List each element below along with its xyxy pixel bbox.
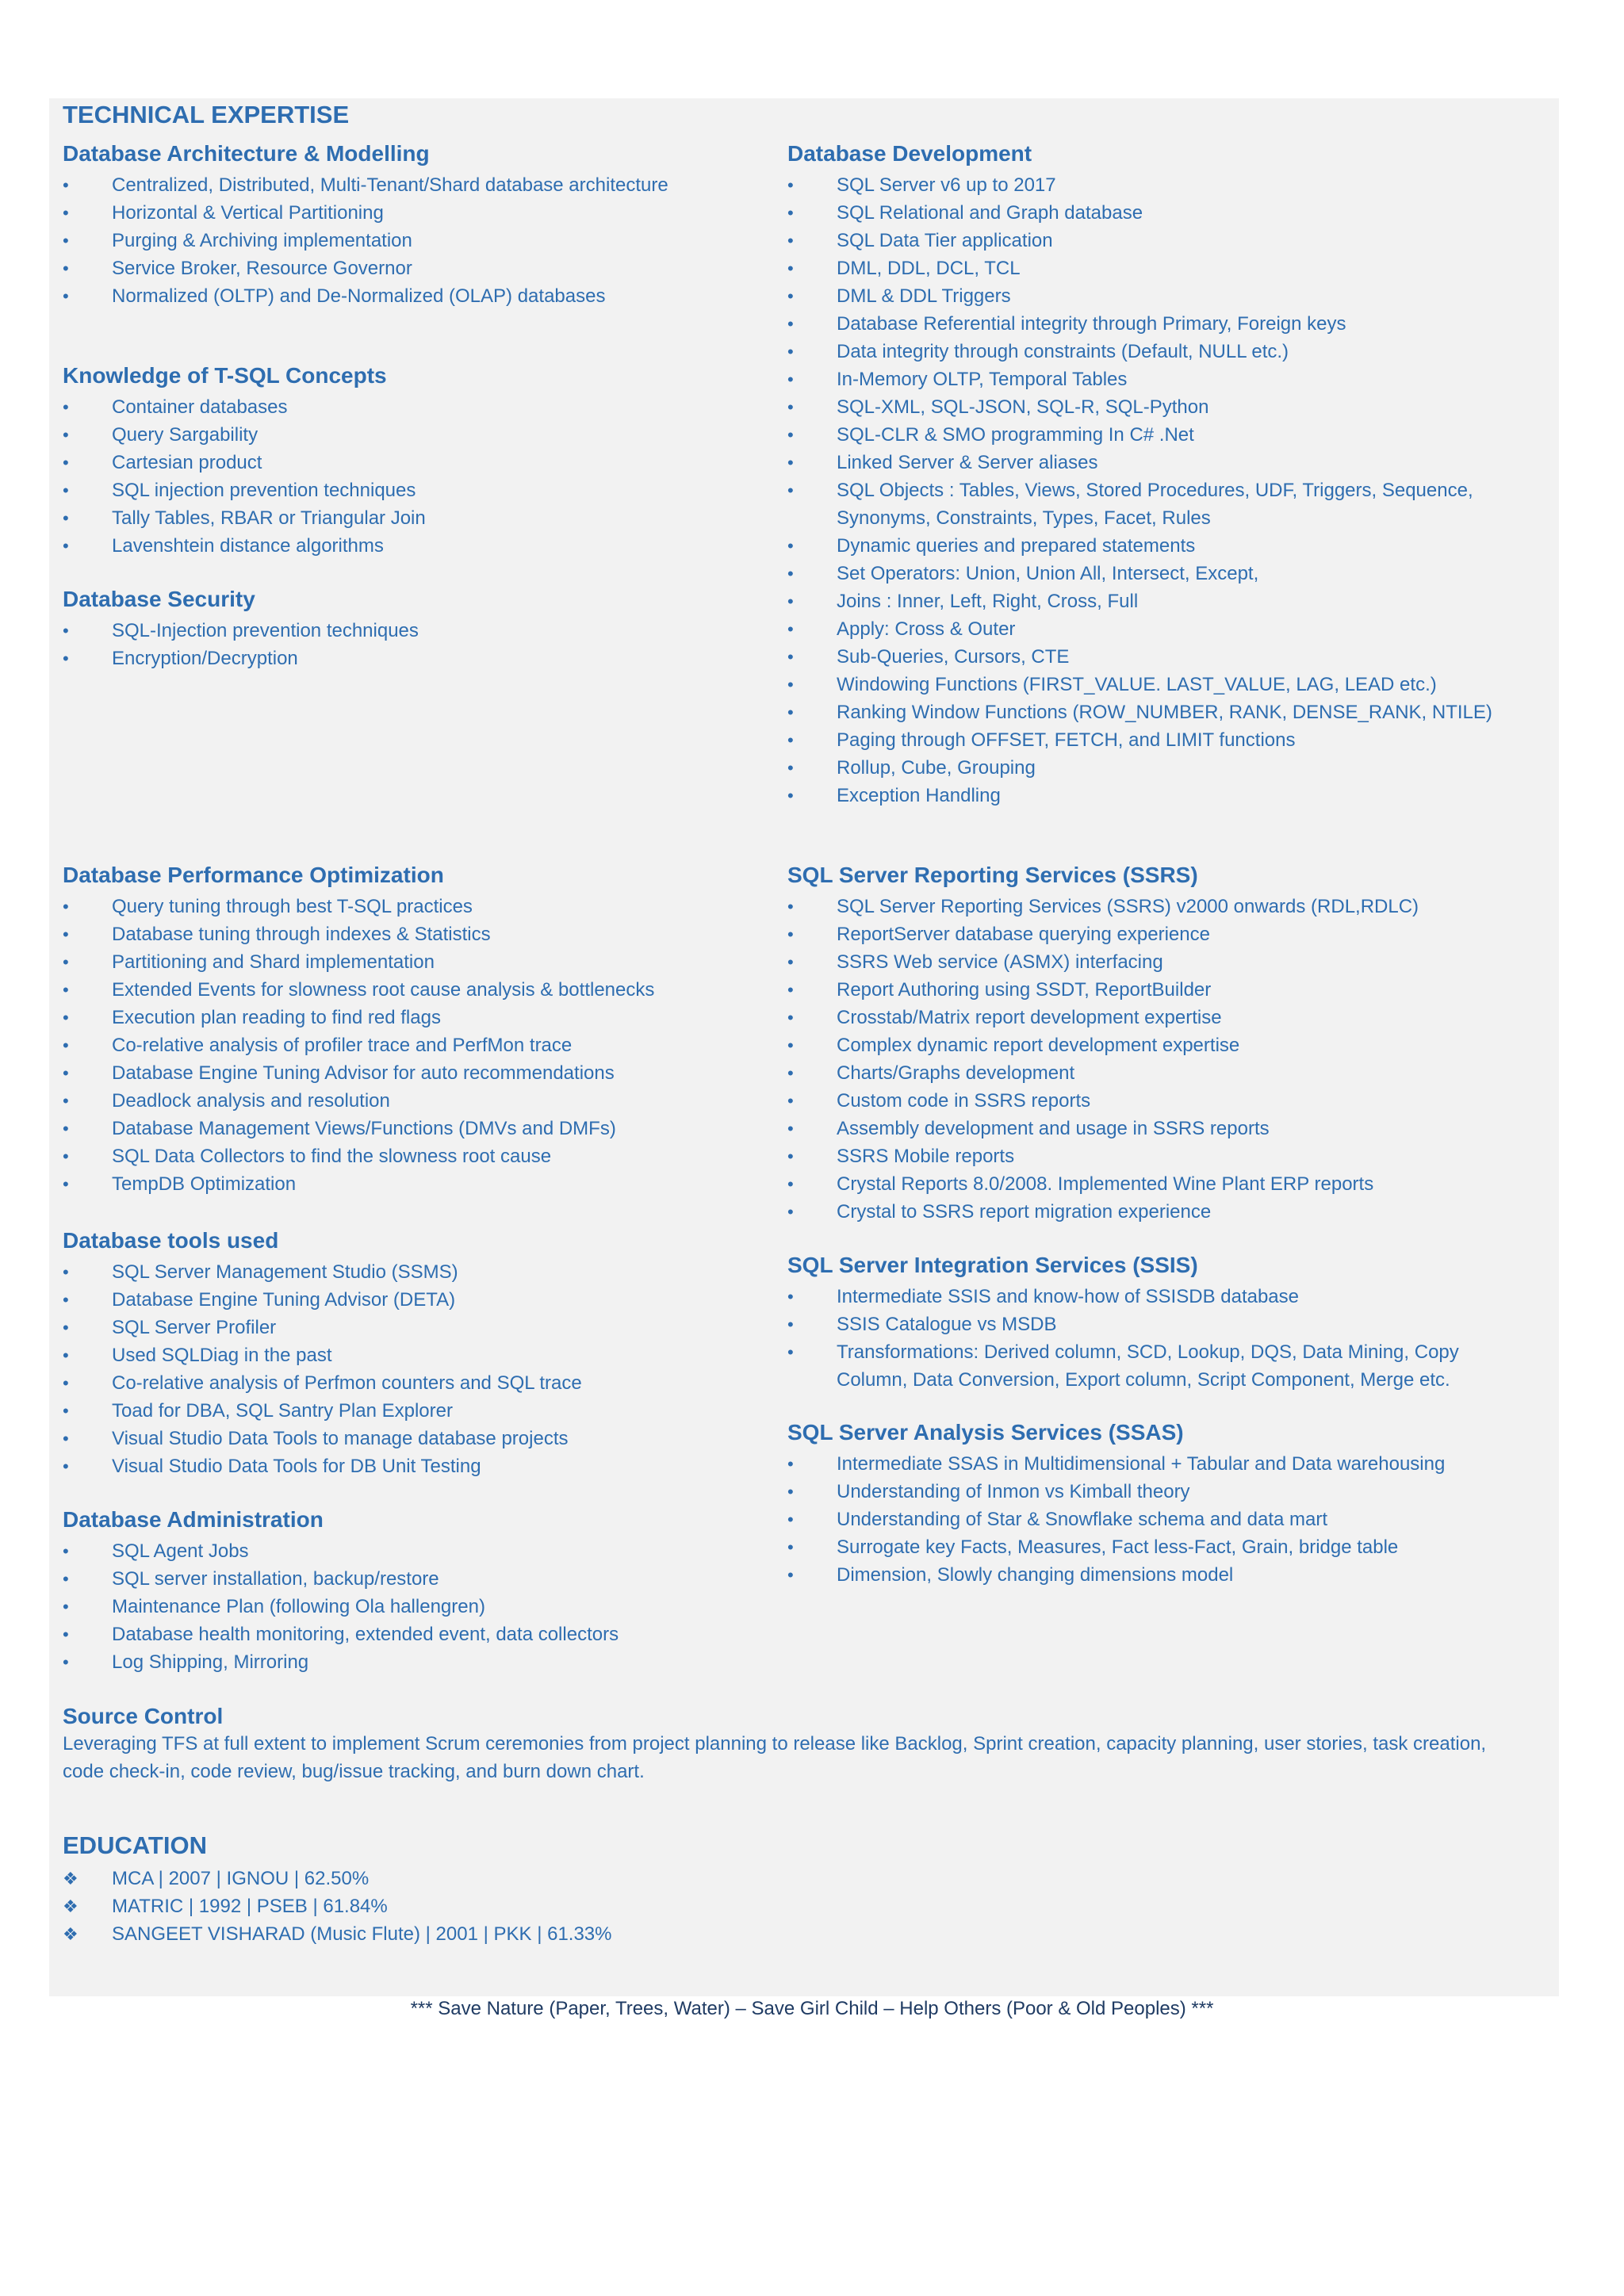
list-item — [63, 1865, 760, 1892]
list-item — [787, 1004, 1525, 1031]
section-ssis — [787, 1251, 1525, 1394]
bullet-icon: • — [787, 314, 794, 334]
bullet-icon: • — [63, 649, 69, 668]
bullet-icon: • — [787, 536, 794, 556]
list-item-text: Database Engine Tuning Advisor (DETA) — [112, 1289, 456, 1311]
source-control-text: Leveraging TFS at full extent to implement Scrum ceremonies from project planning to release like Backlog, Sprint creation, capacity planning, user stories, task creation, code check-in, code review, bug/issue tracking, and burn down chart. — [63, 1733, 1487, 1782]
list-item-text: DML & DDL Triggers — [837, 285, 1011, 307]
bullet-icon: • — [787, 1008, 794, 1027]
list-item-text: Horizontal & Vertical Partitioning — [112, 202, 384, 224]
list-item — [63, 532, 760, 560]
item-list — [787, 171, 1525, 809]
section-title: Source Control — [63, 1704, 224, 1728]
list-item-text: Database health monitoring, extended event, data collectors — [112, 1624, 619, 1645]
list-item-text: SSRS Web service (ASMX) interfacing — [837, 951, 1163, 973]
list-item — [787, 1059, 1525, 1087]
section-security — [63, 585, 760, 672]
section-title: Database Performance Optimization — [63, 863, 444, 887]
bullet-icon: • — [787, 342, 794, 362]
list-item-text: Centralized, Distributed, Multi-Tenant/Shard database architecture — [112, 174, 668, 196]
list-item-text: Joins : Inner, Left, Right, Cross, Full — [837, 591, 1139, 612]
bullet-icon: • — [63, 1119, 69, 1138]
list-item-text: In-Memory OLTP, Temporal Tables — [837, 369, 1128, 390]
list-item-text: SQL Server Management Studio (SSMS) — [112, 1261, 458, 1283]
list-item-text: Database Referential integrity through Primary, Foreign keys — [837, 313, 1346, 335]
list-item — [63, 976, 760, 1004]
section-ssas — [787, 1418, 1525, 1589]
list-item — [787, 1533, 1525, 1561]
section-tools — [63, 1226, 760, 1480]
list-item — [787, 421, 1525, 449]
section-title: Database Architecture & Modelling — [63, 141, 430, 166]
bullet-icon: • — [787, 1342, 794, 1362]
section-tsql — [63, 362, 760, 560]
list-item — [63, 254, 760, 282]
list-item-text: SQL Agent Jobs — [112, 1540, 249, 1562]
list-item — [63, 1142, 760, 1170]
list-item — [63, 282, 760, 310]
bullet-icon: • — [787, 258, 794, 278]
list-item-text: Paging through OFFSET, FETCH, and LIMIT functions — [837, 729, 1296, 751]
list-item-text: Dimension, Slowly changing dimensions model — [837, 1564, 1234, 1586]
list-item-text: Ranking Window Functions (ROW_NUMBER, RANK, DENSE_RANK, NTILE) — [837, 702, 1492, 723]
list-item-text: Crystal Reports 8.0/2008. Implemented Wine Plant ERP reports — [837, 1173, 1374, 1195]
list-item-text: Intermediate SSIS and know-how of SSISDB database — [837, 1286, 1299, 1307]
list-item — [787, 1311, 1525, 1338]
list-item — [787, 1198, 1525, 1226]
list-item-text: Crystal to SSRS report migration experience — [837, 1201, 1212, 1223]
bullet-icon: • — [787, 1119, 794, 1138]
bullet-icon: • — [63, 621, 69, 641]
bullet-icon: • — [787, 1091, 794, 1111]
bullet-icon: • — [787, 1035, 794, 1055]
list-item — [787, 698, 1525, 726]
bullet-icon: • — [63, 1597, 69, 1617]
list-item-text: Purging & Archiving implementation — [112, 230, 412, 251]
bullet-icon: • — [63, 231, 69, 251]
list-item-text: Complex dynamic report development expertise — [837, 1035, 1240, 1056]
list-item-text: SQL server installation, backup/restore — [112, 1568, 439, 1590]
item-list — [787, 1283, 1525, 1394]
list-item-text: ReportServer database querying experience — [837, 924, 1210, 945]
list-item — [787, 310, 1525, 338]
bullet-icon: • — [63, 453, 69, 473]
list-item — [63, 1341, 760, 1369]
bullet-icon: • — [63, 1456, 69, 1476]
list-item — [787, 1115, 1525, 1142]
list-item — [63, 1004, 760, 1031]
list-item-text: Apply: Cross & Outer — [837, 618, 1016, 640]
bullet-icon: • — [63, 1063, 69, 1083]
list-item-text: Exception Handling — [837, 785, 1001, 806]
list-item — [787, 227, 1525, 254]
list-item-text: Co-relative analysis of Perfmon counters and SQL trace — [112, 1372, 582, 1394]
list-item — [787, 532, 1525, 560]
bullet-icon: • — [787, 619, 794, 639]
list-item-text: Tally Tables, RBAR or Triangular Join — [112, 507, 426, 529]
list-item — [63, 1286, 760, 1314]
section-title: Database Administration — [63, 1507, 324, 1532]
item-list — [787, 1450, 1525, 1589]
list-item — [787, 476, 1525, 532]
footer-motto: *** Save Nature (Paper, Trees, Water) – Save Girl Child – Help Others (Poor & Old Peoples) *** — [410, 1998, 1214, 2019]
diamond-bullet-icon: ❖ — [63, 1869, 79, 1888]
bullet-icon: • — [63, 425, 69, 445]
list-item — [63, 1258, 760, 1286]
list-item — [63, 1565, 760, 1593]
list-item — [63, 1537, 760, 1565]
bullet-icon: • — [787, 175, 794, 195]
list-item — [787, 1506, 1525, 1533]
list-item-text: Understanding of Inmon vs Kimball theory — [837, 1481, 1190, 1502]
list-item-text: Transformations: Derived column, SCD, Lookup, DQS, Data Mining, Copy Column, Data Conversion, Export column, Script Component, Merge etc. — [837, 1341, 1459, 1391]
list-item-text: SQL Objects : Tables, Views, Stored Procedures, UDF, Triggers, Sequence, Synonyms, Constraints, Types, Facet, Rules — [837, 480, 1473, 529]
section-education — [63, 1828, 760, 1948]
list-item-text: Linked Server & Server aliases — [837, 452, 1098, 473]
list-item — [63, 1170, 760, 1198]
list-item — [787, 1087, 1525, 1115]
list-item — [63, 893, 760, 920]
list-item — [63, 1920, 760, 1948]
bullet-icon: • — [787, 1063, 794, 1083]
bullet-icon: • — [787, 564, 794, 584]
bullet-icon: • — [787, 647, 794, 667]
bullet-icon: • — [787, 675, 794, 695]
list-item — [787, 893, 1525, 920]
list-item — [787, 948, 1525, 976]
list-item-text: Understanding of Star & Snowflake schema and data mart — [837, 1509, 1328, 1530]
bullet-icon: • — [787, 702, 794, 722]
bullet-icon: • — [787, 1537, 794, 1557]
list-item-text: Execution plan reading to find red flags — [112, 1007, 441, 1028]
item-list — [787, 893, 1525, 1226]
section-ssrs — [787, 861, 1525, 1226]
list-item — [63, 449, 760, 476]
bullet-icon: • — [787, 758, 794, 778]
list-item — [787, 643, 1525, 671]
list-item-text: Dynamic queries and prepared statements — [837, 535, 1196, 557]
list-item — [63, 1115, 760, 1142]
bullet-icon: • — [787, 897, 794, 916]
bullet-icon: • — [63, 1541, 69, 1561]
list-item-text: Assembly development and usage in SSRS reports — [837, 1118, 1270, 1139]
list-item — [787, 171, 1525, 199]
list-item-text: Service Broker, Resource Governor — [112, 258, 412, 279]
bullet-icon: • — [787, 397, 794, 417]
list-item — [63, 645, 760, 672]
list-item-text: Sub-Queries, Cursors, CTE — [837, 646, 1070, 668]
technical-expertise-title: TECHNICAL EXPERTISE — [63, 101, 350, 128]
section-title: Database tools used — [63, 1228, 279, 1253]
list-item — [63, 1087, 760, 1115]
list-item-text: SSRS Mobile reports — [837, 1146, 1015, 1167]
list-item — [63, 1059, 760, 1087]
list-item — [63, 1314, 760, 1341]
list-item — [787, 1170, 1525, 1198]
bullet-icon: • — [787, 1565, 794, 1585]
list-item — [63, 504, 760, 532]
list-item — [787, 1561, 1525, 1589]
bullet-icon: • — [787, 203, 794, 223]
section-source-control — [63, 1702, 1538, 1734]
bullet-icon: • — [63, 536, 69, 556]
list-item-text: Normalized (OLTP) and De-Normalized (OLAP) databases — [112, 285, 606, 307]
bullet-icon: • — [63, 480, 69, 500]
list-item — [787, 587, 1525, 615]
item-list — [63, 171, 760, 310]
list-item-text: Crosstab/Matrix report development expertise — [837, 1007, 1222, 1028]
list-item — [63, 1031, 760, 1059]
list-item — [787, 615, 1525, 643]
bullet-icon: • — [63, 397, 69, 417]
list-item — [787, 1142, 1525, 1170]
list-item — [63, 1397, 760, 1425]
section-title: Database Security — [63, 587, 255, 611]
bullet-icon: • — [787, 1287, 794, 1307]
list-item-text: Query Sargability — [112, 424, 259, 446]
section-administration — [63, 1506, 760, 1676]
section-title: Knowledge of T-SQL Concepts — [63, 363, 387, 388]
list-item-text: Database Engine Tuning Advisor for auto recommendations — [112, 1062, 615, 1084]
bullet-icon: • — [787, 952, 794, 972]
bullet-icon: • — [787, 786, 794, 806]
bullet-icon: • — [63, 1035, 69, 1055]
list-item — [787, 976, 1525, 1004]
list-item — [787, 671, 1525, 698]
list-item — [63, 393, 760, 421]
list-item — [787, 393, 1525, 421]
list-item-text: TempDB Optimization — [112, 1173, 297, 1195]
list-item-text: Intermediate SSAS in Multidimensional + Tabular and Data warehousing — [837, 1453, 1446, 1475]
bullet-icon: • — [63, 1262, 69, 1282]
item-list — [63, 1537, 760, 1676]
bullet-icon: • — [63, 1345, 69, 1365]
list-item — [63, 421, 760, 449]
list-item-text: Rollup, Cube, Grouping — [837, 757, 1036, 779]
bullet-icon: • — [787, 1454, 794, 1474]
bullet-icon: • — [787, 453, 794, 473]
item-list — [63, 617, 760, 672]
list-item-text: Extended Events for slowness root cause analysis & bottlenecks — [112, 979, 655, 1001]
bullet-icon: • — [63, 1401, 69, 1421]
bullet-icon: • — [787, 425, 794, 445]
list-item-text: Report Authoring using SSDT, ReportBuilder — [837, 979, 1212, 1001]
list-item — [787, 920, 1525, 948]
list-item-text: MCA | 2007 | IGNOU | 62.50% — [112, 1868, 370, 1889]
list-item — [787, 1031, 1525, 1059]
list-item-text: Visual Studio Data Tools to manage database projects — [112, 1428, 569, 1449]
list-item-text: Encryption/Decryption — [112, 648, 298, 669]
list-item — [787, 254, 1525, 282]
bullet-icon: • — [787, 1482, 794, 1502]
bullet-icon: • — [63, 897, 69, 916]
item-list — [63, 893, 760, 1198]
bullet-icon: • — [63, 980, 69, 1000]
section-title: Database Development — [787, 141, 1032, 166]
bullet-icon: • — [63, 1318, 69, 1337]
list-item-text: SANGEET VISHARAD (Music Flute) | 2001 | PKK | 61.33% — [112, 1923, 612, 1945]
list-item — [63, 1452, 760, 1480]
list-item — [63, 199, 760, 227]
list-item-text: SQL Server v6 up to 2017 — [837, 174, 1056, 196]
list-item — [787, 1478, 1525, 1506]
list-item-text: Lavenshtein distance algorithms — [112, 535, 384, 557]
bullet-icon: • — [787, 980, 794, 1000]
bullet-icon: • — [63, 286, 69, 306]
list-item-text: Maintenance Plan (following Ola hallengren) — [112, 1596, 485, 1617]
list-item — [787, 338, 1525, 365]
bullet-icon: • — [787, 924, 794, 944]
bullet-icon: • — [787, 1146, 794, 1166]
list-item-text: Used SQLDiag in the past — [112, 1345, 332, 1366]
list-item — [63, 617, 760, 645]
list-item — [787, 1283, 1525, 1311]
list-item-text: Partitioning and Shard implementation — [112, 951, 435, 973]
bullet-icon: • — [63, 1373, 69, 1393]
list-item — [787, 1338, 1525, 1394]
bullet-icon: • — [63, 1091, 69, 1111]
list-item — [787, 365, 1525, 393]
bullet-icon: • — [787, 1510, 794, 1529]
list-item — [63, 1425, 760, 1452]
list-item — [63, 1648, 760, 1676]
list-item — [63, 1369, 760, 1397]
list-item-text: SQL-CLR & SMO programming In C# .Net — [837, 424, 1194, 446]
bullet-icon: • — [63, 258, 69, 278]
list-item-text: SQL-XML, SQL-JSON, SQL-R, SQL-Python — [837, 396, 1209, 418]
section-development — [787, 140, 1525, 809]
bullet-icon: • — [63, 1146, 69, 1166]
list-item — [63, 948, 760, 976]
bullet-icon: • — [63, 175, 69, 195]
bullet-icon: • — [63, 952, 69, 972]
diamond-bullet-icon: ❖ — [63, 1896, 79, 1916]
item-list — [63, 393, 760, 560]
list-item-text: Database Management Views/Functions (DMVs and DMFs) — [112, 1118, 616, 1139]
bullet-icon: • — [787, 286, 794, 306]
list-item-text: SQL-Injection prevention techniques — [112, 620, 419, 641]
list-item-text: SQL Data Collectors to find the slowness root cause — [112, 1146, 552, 1167]
education-title: EDUCATION — [63, 1831, 207, 1859]
bullet-icon: • — [63, 203, 69, 223]
list-item-text: Container databases — [112, 396, 288, 418]
list-item-text: Deadlock analysis and resolution — [112, 1090, 390, 1112]
list-item-text: SQL Server Reporting Services (SSRS) v2000 onwards (RDL,RDLC) — [837, 896, 1419, 917]
list-item-text: Set Operators: Union, Union All, Intersect, Except, — [837, 563, 1259, 584]
list-item — [787, 449, 1525, 476]
section-performance — [63, 861, 760, 1198]
section-title: SQL Server Reporting Services (SSRS) — [787, 863, 1198, 887]
bullet-icon: • — [787, 231, 794, 251]
list-item — [63, 1593, 760, 1621]
list-item-text: SQL Server Profiler — [112, 1317, 277, 1338]
list-item — [787, 560, 1525, 587]
list-item-text: Charts/Graphs development — [837, 1062, 1075, 1084]
list-item — [787, 1450, 1525, 1478]
list-item-text: SQL injection prevention techniques — [112, 480, 416, 501]
section-architecture — [63, 140, 760, 310]
list-item — [63, 1621, 760, 1648]
list-item-text: SQL Data Tier application — [837, 230, 1053, 251]
list-item-text: Cartesian product — [112, 452, 262, 473]
list-item — [787, 282, 1525, 310]
bullet-icon: • — [787, 591, 794, 611]
list-item — [787, 726, 1525, 754]
list-item-text: Custom code in SSRS reports — [837, 1090, 1091, 1112]
list-item-text: Database tuning through indexes & Statistics — [112, 924, 491, 945]
bullet-icon: • — [63, 1174, 69, 1194]
bullet-icon: • — [787, 1174, 794, 1194]
section-title: SQL Server Integration Services (SSIS) — [787, 1253, 1198, 1277]
list-item-text: Co-relative analysis of profiler trace and PerfMon trace — [112, 1035, 573, 1056]
list-item — [63, 476, 760, 504]
list-item-text: Windowing Functions (FIRST_VALUE. LAST_VALUE, LAG, LEAD etc.) — [837, 674, 1437, 695]
list-item-text: DML, DDL, DCL, TCL — [837, 258, 1021, 279]
item-list — [63, 1258, 760, 1480]
bullet-icon: • — [63, 508, 69, 528]
list-item-text: SQL Relational and Graph database — [837, 202, 1143, 224]
bullet-icon: • — [787, 369, 794, 389]
bullet-icon: • — [63, 924, 69, 944]
list-item-text: Query tuning through best T-SQL practices — [112, 896, 473, 917]
list-item-text: Data integrity through constraints (Default, NULL etc.) — [837, 341, 1289, 362]
list-item — [63, 1892, 760, 1920]
list-item-text: Visual Studio Data Tools for DB Unit Testing — [112, 1456, 481, 1477]
list-item-text: SSIS Catalogue vs MSDB — [837, 1314, 1057, 1335]
bullet-icon: • — [63, 1652, 69, 1672]
list-item — [787, 754, 1525, 782]
bullet-icon: • — [787, 1314, 794, 1334]
list-item-text: MATRIC | 1992 | PSEB | 61.84% — [112, 1896, 388, 1917]
list-item — [787, 199, 1525, 227]
bullet-icon: • — [63, 1429, 69, 1448]
list-item — [63, 920, 760, 948]
education-list — [63, 1865, 760, 1948]
bullet-icon: • — [787, 1202, 794, 1222]
list-item — [63, 171, 760, 199]
section-title: SQL Server Analysis Services (SSAS) — [787, 1420, 1184, 1445]
list-item-text: Toad for DBA, SQL Santry Plan Explorer — [112, 1400, 453, 1422]
list-item-text: Log Shipping, Mirroring — [112, 1651, 309, 1673]
bullet-icon: • — [787, 480, 794, 500]
bullet-icon: • — [787, 730, 794, 750]
bullet-icon: • — [63, 1569, 69, 1589]
list-item — [787, 782, 1525, 809]
bullet-icon: • — [63, 1624, 69, 1644]
bullet-icon: • — [63, 1008, 69, 1027]
diamond-bullet-icon: ❖ — [63, 1924, 79, 1944]
list-item-text: Surrogate key Facts, Measures, Fact less-Fact, Grain, bridge table — [837, 1536, 1399, 1558]
bullet-icon: • — [63, 1290, 69, 1310]
list-item — [63, 227, 760, 254]
